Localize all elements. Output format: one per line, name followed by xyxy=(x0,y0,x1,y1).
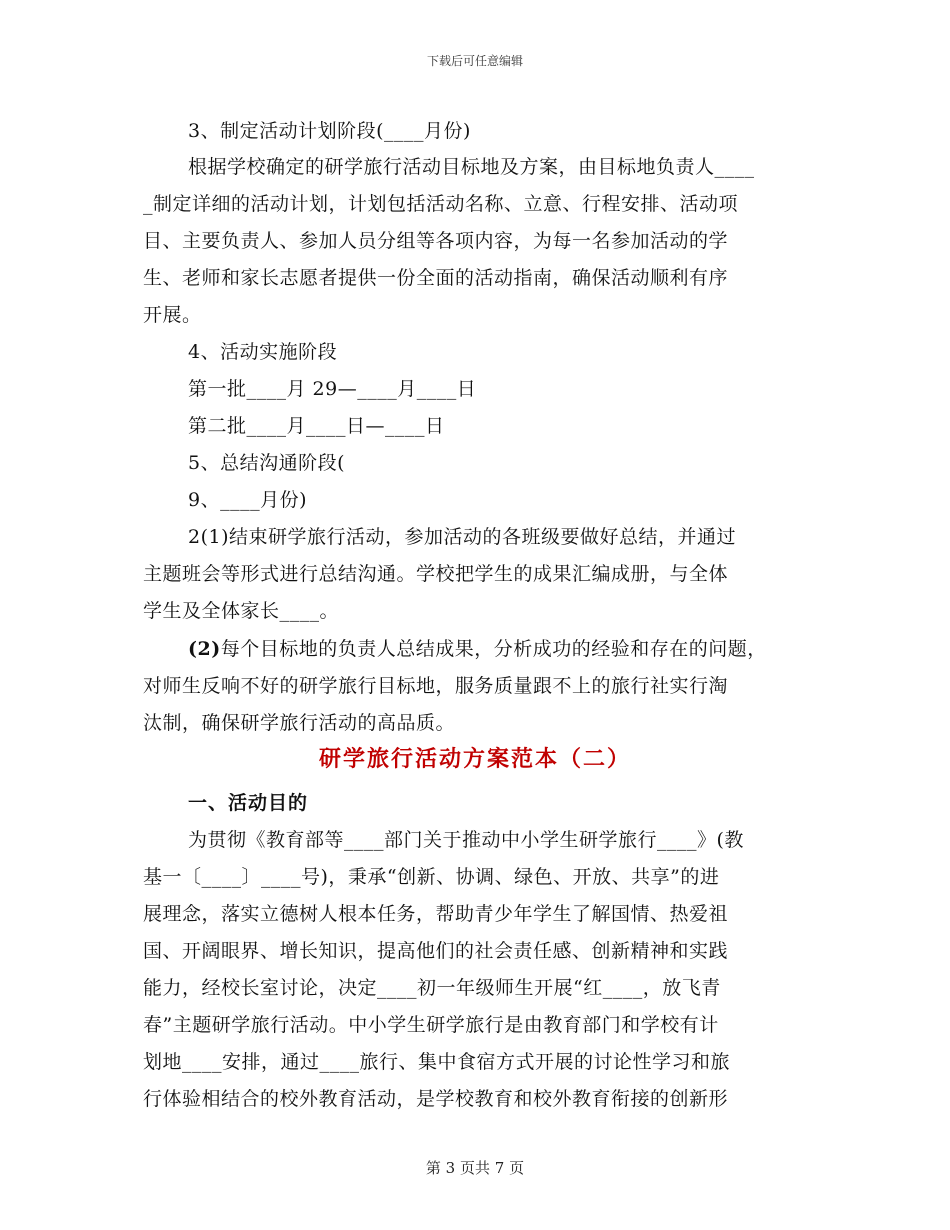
paragraph-line: 基一〔____〕____号)，秉承“创新、协调、绿色、开放、共享”的进 xyxy=(143,866,720,888)
step9-line: 9、____月份) xyxy=(188,489,308,511)
paragraph-line: 春”主题研学旅行活动。中小学生研学旅行是由教育部门和学校有计 xyxy=(143,1014,719,1036)
paragraph-line: 为贯彻《教育部等____部门关于推动中小学生研学旅行____》(教 xyxy=(188,829,744,851)
paragraph-line xyxy=(188,634,767,661)
item-text: 每个目标地的负责人总结成果，分析成功的经验和存在的问题， xyxy=(220,638,767,660)
paragraph-line: 主题班会等形式进行总结沟通。学校把学生的成果汇编成册，与全体 xyxy=(143,563,729,585)
paragraph-line: 汰制，确保研学旅行活动的高品质。 xyxy=(143,712,456,734)
step5-heading: 5、总结沟通阶段( xyxy=(188,452,346,474)
section-title: 研学旅行活动方案范本（二） xyxy=(318,746,631,772)
paragraph-line: 展理念，落实立德树人根本任务，帮助青少年学生了解国情、热爱祖 xyxy=(143,903,729,925)
paragraph-line: 根据学校确定的研学旅行活动目标地及方案，由目标地负责人____ xyxy=(188,156,755,178)
page-header: 下载后可任意编辑 xyxy=(426,54,523,68)
paragraph-line: 行体验相结合的校外教育活动，是学校教育和校外教育衔接的创新形 xyxy=(143,1088,729,1110)
paragraph-line: 对师生反响不好的研学旅行目标地，服务质量跟不上的旅行社实行淘 xyxy=(143,675,729,697)
paragraph-line: 学生及全体家长____。 xyxy=(143,600,340,622)
paragraph-line: 开展。 xyxy=(143,304,202,326)
step4-heading: 4、活动实施阶段 xyxy=(188,341,338,363)
paragraph-line: 国、开阔眼界、增长知识，提高他们的社会责任感、创新精神和实践 xyxy=(143,940,729,962)
batch1-line: 第一批____月 29—____月____日 xyxy=(188,378,477,400)
paragraph-line: 生、老师和家长志愿者提供一份全面的活动指南，确保活动顺利有序 xyxy=(143,267,729,289)
step3-heading: 3、制定活动计划阶段(____月份) xyxy=(188,120,471,142)
paragraph-line: _制定详细的活动计划，计划包括活动名称、立意、行程安排、活动项 xyxy=(143,193,739,215)
page-footer: 第 3 页共 7 页 xyxy=(425,1159,525,1177)
paragraph-line: 划地____安排，通过____旅行、集中食宿方式开展的讨论性学习和旅 xyxy=(143,1051,731,1073)
batch2-line: 第二批____月____日—____日 xyxy=(188,415,445,437)
section-heading: 一、活动目的 xyxy=(188,792,309,814)
paragraph-line: 能力，经校长室讨论，决定____初一年级师生开展“红____，放飞青 xyxy=(143,977,721,999)
paragraph-line: 目、主要负责人、参加人员分组等各项内容，为每一名参加活动的学 xyxy=(143,230,729,252)
paragraph-line: 2(1)结束研学旅行活动，参加活动的各班级要做好总结，并通过 xyxy=(188,526,737,548)
item-number: (2) xyxy=(188,638,221,660)
